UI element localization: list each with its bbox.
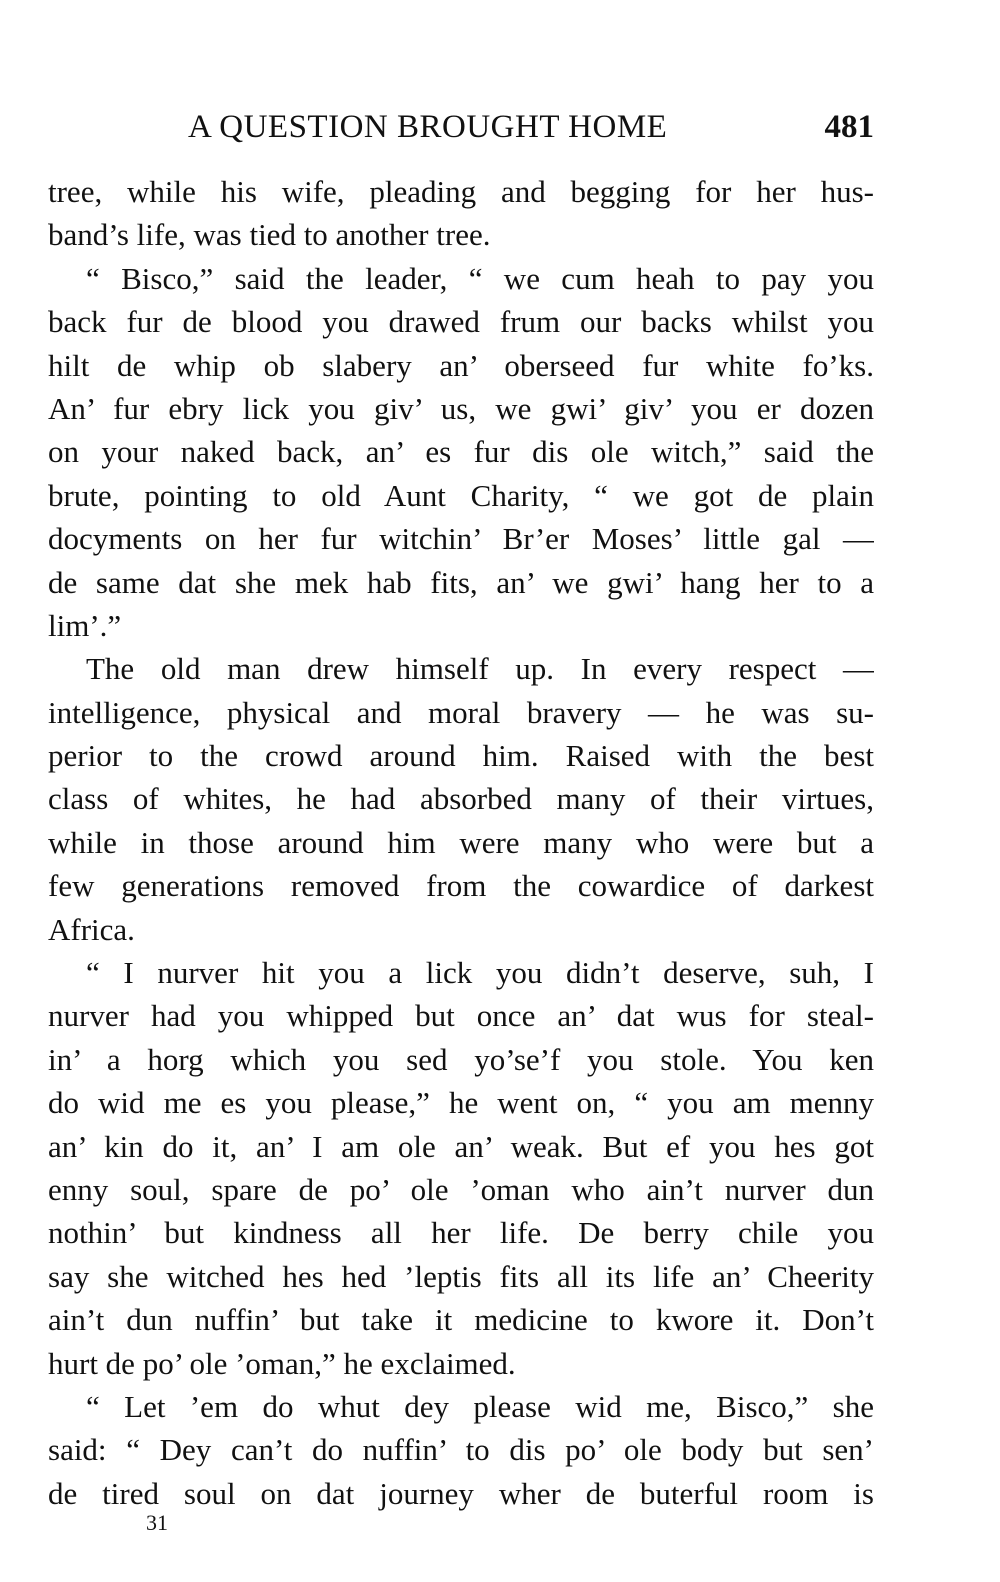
text-line: intelligence, physical and moral bravery — he was su- [48,694,874,730]
page-number: 481 [824,109,874,145]
text-line: “ Bisco,” said the leader, “ we cum heah to pay you [86,260,874,296]
text-line: brute, pointing to old Aunt Charity, “ we got de plain [48,477,874,513]
text-line: enny soul, spare de po’ ole ’oman who ain’t nurver dun [48,1171,874,1207]
signature-mark: 31 [146,1510,168,1535]
text-line: tree, while his wife, pleading and begging for her hus- [48,174,874,209]
text-line: said: “ Dey can’t do nuffin’ to dis po’ ole body but sen’ [48,1432,874,1468]
text-line: nothin’ but kindness all her life. De berry chile you [48,1215,874,1251]
text-line: lim’.” [48,607,122,643]
text-line: docyments on her fur witchin’ Br’er Moses’ little gal — [48,521,874,557]
text-line: on your naked back, an’ es fur dis ole witch,” said the [48,434,874,470]
text-line: in’ a horg which you sed yo’se’f you stole. You ken [48,1041,874,1077]
running-title: A QUESTION BROUGHT HOME [188,109,668,145]
text-line: ain’t dun nuffin’ but take it medicine to kwore it. Don’t [48,1302,874,1338]
text-line: perior to the crowd around him. Raised with the best [48,738,874,774]
text-line: de same dat she mek hab fits, an’ we gwi’ hang her to a [48,564,874,600]
text-line: hilt de whip ob slabery an’ oberseed fur white fo’ks. [48,347,874,383]
text-line: class of whites, he had absorbed many of their virtues, [48,781,874,817]
text-line: An’ fur ebry lick you giv’ us, we gwi’ giv’ you er dozen [48,390,874,426]
text-line: while in those around him were many who were but a [48,824,874,860]
text-line: back fur de blood you drawed frum our backs whilst you [48,304,874,340]
text-line: band’s life, was tied to another tree. [48,217,491,253]
text-line: “ Let ’em do whut dey please wid me, Bisco,” she [86,1388,874,1424]
text-line: do wid me es you please,” he went on, “ you am menny [48,1085,874,1121]
running-head [48,102,874,152]
text-line: hurt de po’ ole ’oman,” he exclaimed. [48,1345,516,1381]
text-line: Africa. [48,911,135,947]
text-line: de tired soul on dat journey wher de buterful room is [48,1475,874,1511]
text-line: “ I nurver hit you a lick you didn’t deserve, suh, I [86,955,874,991]
body-text [48,170,874,1515]
text-line: an’ kin do it, an’ I am ole an’ weak. But ef you hes got [48,1128,874,1164]
text-line: The old man drew himself up. In every respect — [86,651,874,687]
text-line: few generations removed from the cowardice of darkest [48,868,874,904]
text-line: say she witched hes hed ’leptis fits all its life an’ Cheerity [48,1258,874,1294]
text-line: nurver had you whipped but once an’ dat wus for steal- [48,998,874,1034]
